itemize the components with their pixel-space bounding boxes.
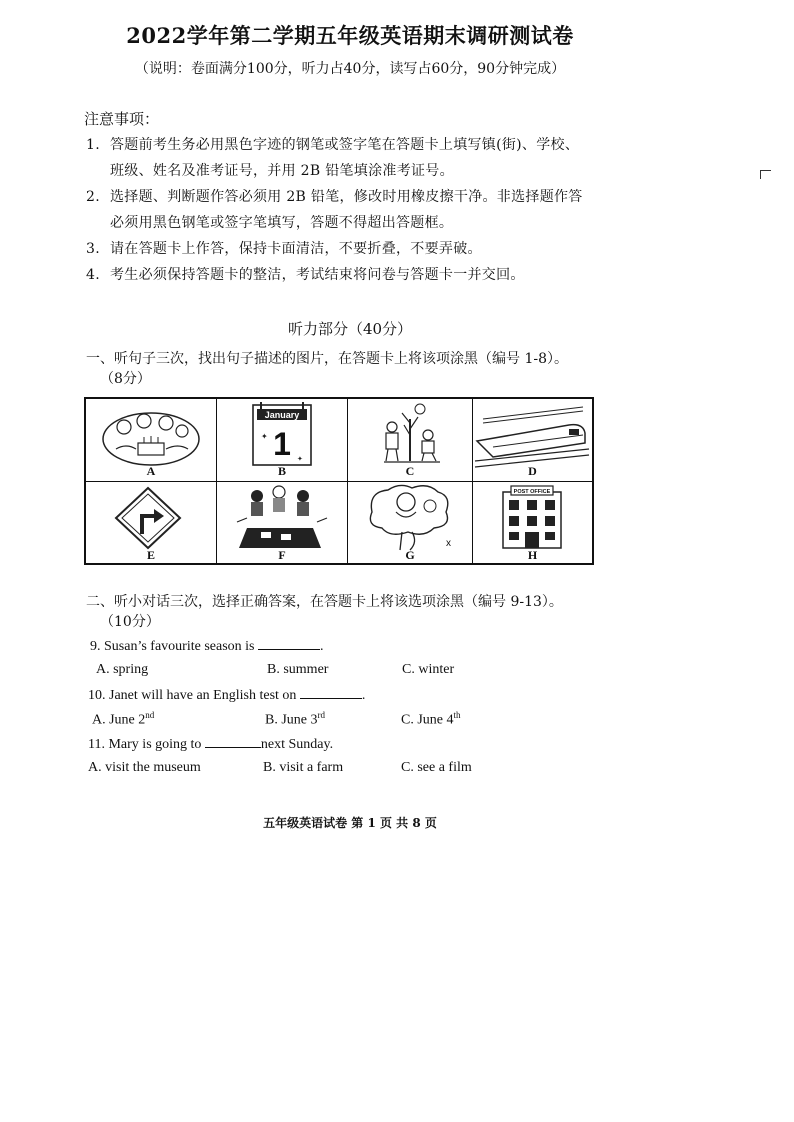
notice-item — [86, 238, 482, 258]
listening-section-title: 听力部分（40分） — [287, 320, 413, 338]
notice-text: 考生必须保持答题卡的整洁，考试结束将问卷与答题卡一并交回。 — [110, 267, 525, 283]
notice-item — [86, 264, 525, 284]
question-text: 11. Mary is going to — [88, 737, 202, 752]
option-b: B. summer — [267, 662, 329, 677]
answer-blank — [205, 735, 261, 748]
option-b — [265, 710, 325, 729]
notice-heading: 注意事项： — [84, 110, 160, 128]
post-office-icon — [473, 482, 591, 552]
picture-label: D — [528, 464, 537, 478]
picture-cell-h — [473, 482, 592, 565]
question-10-stem — [88, 686, 365, 704]
notice-text: 答题前考生务必用黑色字迹的钢笔或签字笔在答题卡上填写镇(街)、学校、 — [110, 137, 580, 153]
calendar-month-text: January — [264, 410, 300, 420]
question-11-stem — [88, 735, 333, 753]
picture-label: G — [405, 548, 415, 562]
high-speed-train-icon — [473, 399, 591, 469]
question-9-stem — [90, 637, 323, 655]
part1-instruction: 一、听句子三次，找出句子描述的图片，在答题卡上将该项涂黑（编号 1-8）。 — [86, 351, 568, 367]
option-text: A. June 2 — [92, 712, 146, 728]
question-text: 10. Janet will have an English test on — [88, 688, 297, 703]
notice-text: 必须用黑色钢笔或签字笔填写，答题不得超出答题框。 — [110, 215, 454, 231]
picture-mark-x: x — [446, 538, 451, 549]
boy-thinking-icon — [348, 482, 472, 552]
notice-item — [86, 134, 579, 154]
notice-number: 4. — [86, 267, 100, 283]
option-a: A. spring — [96, 662, 149, 677]
notice-text: 选择题、判断题作答必须用 2B 铅笔，修改时用橡皮擦干净。非选择题作答 — [110, 189, 583, 205]
picture-cell-e — [86, 482, 217, 565]
svg-text:✦: ✦ — [297, 455, 303, 463]
answer-blank — [258, 637, 320, 650]
picture-label: C — [405, 464, 415, 478]
option-ordinal: rd — [317, 710, 325, 720]
question-text-end: . — [361, 688, 366, 703]
picture-cell-a — [86, 399, 217, 482]
picture-cell-g — [348, 482, 473, 565]
option-c — [401, 710, 461, 729]
exam-instructions: （说明：卷面满分100分，听力占40分，读写占60分，90分钟完成） — [134, 61, 566, 77]
picture-grid — [84, 397, 594, 565]
option-b: B. visit a farm — [263, 760, 344, 775]
calendar-january-1-icon — [217, 399, 347, 469]
option-ordinal: th — [453, 710, 461, 720]
option-a — [92, 710, 154, 729]
picture-label: A — [146, 464, 156, 478]
picture-cell-c — [348, 399, 473, 482]
notice-item — [86, 186, 583, 206]
option-c: C. winter — [402, 662, 455, 677]
page-footer: 五年级英语试卷 第 1 页 共 8 页 — [263, 816, 437, 830]
kids-playing-game-icon — [217, 482, 347, 552]
page-title: 2022学年第二学期五年级英语期末调研测试卷 — [126, 23, 574, 48]
answer-blank — [300, 686, 362, 699]
notice-number: 1. — [86, 137, 100, 153]
turn-right-sign-icon — [86, 482, 216, 552]
picture-label: B — [277, 464, 286, 478]
notice-number: 2. — [86, 189, 100, 205]
picture-cell-d — [473, 399, 592, 482]
option-c: C. see a film — [401, 760, 472, 775]
part2-instruction: 二、听小对话三次，选择正确答案，在答题卡上将该选项涂黑（编号 9-13）。 — [86, 594, 563, 610]
part1-score: （8分） — [100, 371, 151, 387]
notice-text: 请在答题卡上作答，保持卡面清洁，不要折叠，不要弄破。 — [110, 241, 482, 257]
picture-label: H — [527, 548, 538, 562]
question-text: 9. Susan’s favourite season is — [90, 639, 255, 654]
option-ordinal: nd — [145, 710, 155, 720]
picture-label: E — [146, 548, 155, 562]
option-text: C. June 4 — [401, 712, 454, 728]
kids-planting-tree-icon — [348, 399, 472, 469]
option-text: B. June 3 — [265, 712, 318, 728]
picture-label: F — [278, 548, 286, 562]
scan-corner-mark — [760, 170, 771, 179]
notice-text: 班级、姓名及准考证号，并用 2B 铅笔填涂准考证号。 — [110, 163, 454, 179]
question-text-end: . — [319, 639, 324, 654]
picture-cell-b — [217, 399, 348, 482]
svg-text:✦: ✦ — [261, 432, 268, 441]
notice-number: 3. — [86, 241, 100, 257]
post-office-sign: POST OFFICE — [513, 489, 551, 495]
calendar-day-text: 1 — [273, 426, 291, 462]
picture-cell-f — [217, 482, 348, 565]
part2-score: （10分） — [100, 614, 160, 630]
question-text-end: next Sunday. — [260, 737, 334, 752]
birthday-party-icon — [86, 399, 216, 469]
option-a: A. visit the museum — [88, 760, 201, 775]
